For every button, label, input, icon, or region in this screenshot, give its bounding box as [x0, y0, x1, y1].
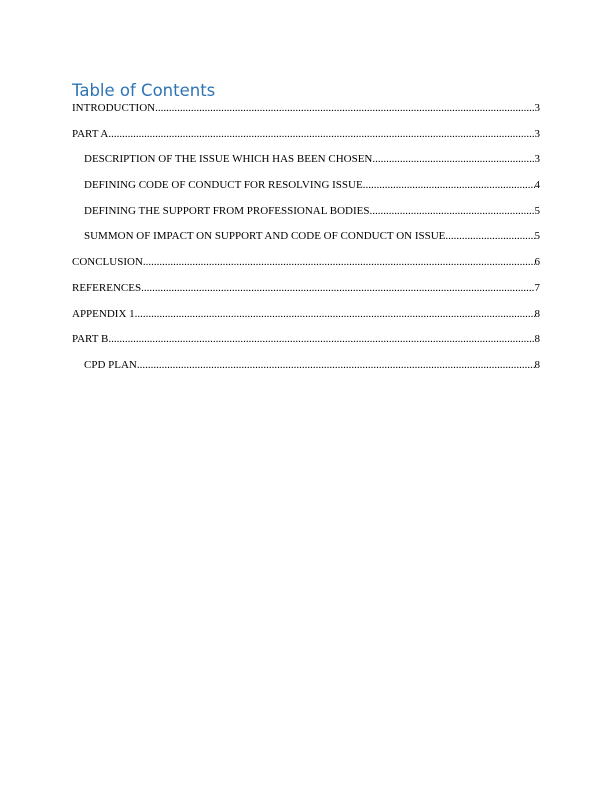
toc-list — [72, 102, 540, 385]
toc-entry-summon-of-impact[interactable] — [72, 230, 540, 256]
toc-entry-conclusion[interactable] — [72, 256, 540, 282]
toc-leader-dots — [135, 308, 535, 321]
toc-entry-page: 8 — [534, 307, 540, 320]
toc-entry-page: 6 — [534, 256, 540, 269]
toc-entry-label: CPD PLAN — [84, 358, 137, 371]
toc-leader-dots — [445, 230, 534, 243]
toc-entry-label: PART B — [72, 333, 109, 346]
toc-entry-introduction[interactable] — [72, 102, 540, 128]
toc-entry-part-b[interactable] — [72, 333, 540, 359]
toc-entry-references[interactable] — [72, 282, 540, 308]
toc-entry-cpd-plan[interactable] — [72, 359, 540, 385]
toc-entry-label: CONCLUSION — [72, 256, 143, 269]
toc-entry-label: INTRODUCTION — [72, 102, 156, 114]
toc-entry-description-of-issue[interactable] — [72, 153, 540, 179]
toc-leader-dots — [108, 128, 534, 141]
toc-entry-defining-code-of-conduct[interactable] — [72, 179, 540, 205]
toc-title: Table of Contents — [72, 81, 216, 100]
toc-entry-appendix-1[interactable] — [72, 308, 540, 334]
toc-entry-label: DEFINING CODE OF CONDUCT FOR RESOLVING ISSUE — [84, 179, 363, 192]
toc-entry-defining-support[interactable] — [72, 205, 540, 231]
toc-entry-page: 3 — [534, 153, 540, 166]
toc-entry-page: 7 — [534, 281, 540, 294]
toc-entry-label: REFERENCES — [72, 281, 142, 294]
toc-entry-page: 3 — [534, 127, 540, 140]
toc-entry-label: DESCRIPTION OF THE ISSUE WHICH HAS BEEN CHOSEN — [84, 153, 373, 166]
toc-leader-dots — [108, 333, 534, 346]
toc-leader-dots — [155, 102, 534, 115]
toc-leader-dots — [137, 359, 535, 372]
toc-entry-page: 3 — [534, 102, 540, 114]
toc-entry-label: PART A — [72, 127, 109, 140]
toc-entry-page: 5 — [534, 204, 540, 217]
toc-entry-part-a[interactable] — [72, 128, 540, 154]
toc-entry-page: 4 — [534, 179, 540, 192]
toc-leader-dots — [370, 205, 535, 218]
toc-entry-label: DEFINING THE SUPPORT FROM PROFESSIONAL BODIES — [84, 204, 370, 217]
toc-entry-label: APPENDIX 1 — [72, 307, 135, 320]
toc-leader-dots — [141, 282, 534, 295]
toc-entry-label: SUMMON OF IMPACT ON SUPPORT AND CODE OF CONDUCT ON ISSUE — [84, 230, 446, 243]
toc-leader-dots — [363, 179, 535, 192]
toc-entry-page: 8 — [534, 333, 540, 346]
toc-entry-page: 5 — [534, 230, 540, 243]
toc-leader-dots — [372, 153, 534, 166]
toc-entry-page: 8 — [534, 358, 540, 371]
toc-leader-dots — [143, 256, 535, 269]
table-of-contents — [72, 80, 540, 385]
